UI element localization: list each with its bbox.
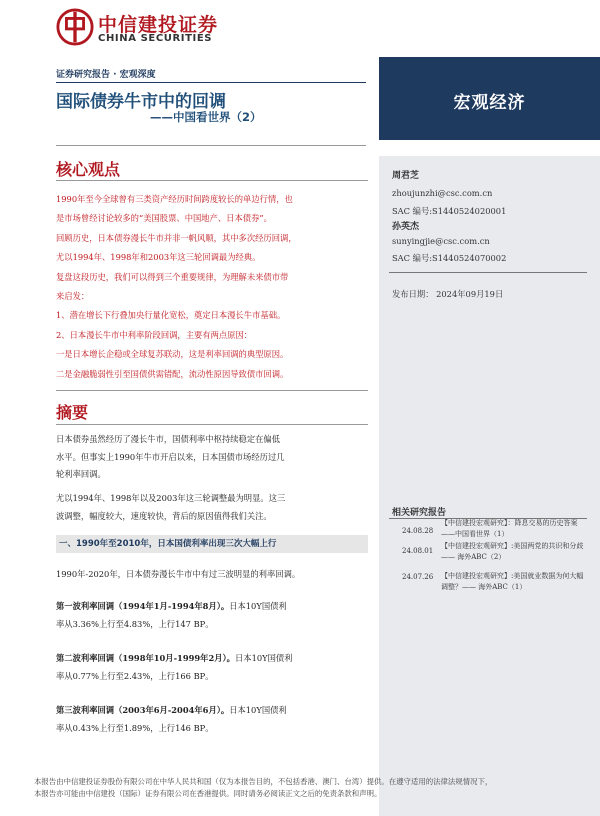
author-name: 周君芝 [392,171,420,181]
rate-round-3 [56,702,368,737]
abstract-divider [56,424,368,425]
sidebar-divider [389,272,587,273]
round-title: 第三波利率回调（2003年6月-2004年6月）。 [56,705,230,715]
core-line: 二是金融脆弱性引至国债供需错配，流动性原因导致债市回调。 [56,368,289,379]
logo-text-cn: 中信建投证券 [98,14,219,36]
round-text-line2: 率从0.77%上行至2.43%，上行166 BP。 [56,670,214,681]
core-line: 1990年至今全球曾有三类资产经历时间跨度较长的单边行情，也 [56,194,293,204]
abstract-paragraph-3: 1990年-2020年，日本债券漫长牛市中有过三波明显的利率回调。 [56,569,301,579]
round-text-line2: 率从0.43%上行至1.89%，上行146 BP。 [56,722,214,733]
core-line: 是市场曾经讨论较多的“美国股票、中国地产、日本债券”。 [56,213,272,224]
core-line: 来启发： [56,291,90,302]
author-email: sunyingjie@csc.com.cn [392,236,490,246]
round-text: 日本10Y国债利 [229,601,287,611]
logo-text-en: CHINA SECURITIES [98,33,213,44]
related-research-heading: 相关研究报告 [392,508,447,518]
rate-round-2 [56,650,368,685]
core-line: 复盘这段历史，我们可以得到三个重要规律，为理解未来债市带 [56,271,289,282]
title-bottom-divider [56,145,366,146]
author-sac: SAC 编号:S1440524020001 [392,206,507,216]
related-item-date: 24.08.28 [402,527,434,535]
round-text: 日本10Y国债利 [229,705,287,715]
paragraph-line: 轮利率回调。 [56,469,106,479]
core-line: 回顾历史，日本债券漫长牛市并非一帆风顺，其中多次经历回调， [56,232,297,243]
core-view-bottom-divider [56,390,368,391]
round-text: 日本10Y国债利 [234,653,293,663]
related-item-title[interactable]: 【中信建投宏观研究】:美国就业数据为何大幅调整？—— 海外ABC（1） [441,572,584,591]
core-view-body [56,190,368,384]
publish-date: 发布日期： 2024年09月19日 [392,289,504,299]
core-line: 2、日本漫长牛市中利率阶段回调，主要有两点原因： [56,329,253,340]
paragraph-line: 日本债券虽然经历了漫长牛市，国债利率中枢持续稳定在偏低 [56,434,281,444]
report-type: 证券研究报告 · 宏观深度 [56,70,156,80]
core-line: 尤以1994年、1998年和2003年这三轮回调最为经典。 [56,252,261,263]
paragraph-line: 波调整，幅度较大，速度较快，背后的原因值得我们关注。 [56,510,272,521]
abstract-paragraph-2 [56,490,368,525]
author-sac: SAC 编号:S1440524070002 [392,253,507,263]
rate-round-1 [56,598,368,633]
paragraph-line: 水平。但事实上1990年牛市开启以来，日本国债市场经历过几 [56,451,285,462]
core-line: 1、潜在增长下行叠加央行量化宽松，奠定日本漫长牛市基础。 [56,310,286,321]
title-divider [56,82,366,83]
section-title-bar: 一、1990年至2010年，日本国债利率出现三次大幅上行 [56,535,368,553]
round-text-line2: 率从3.36%上行至4.83%，上行147 BP。 [56,618,214,629]
paragraph-line: 尤以1994年、1998年以及2003年这三轮调整最为明显。这三 [56,493,286,503]
disclaimer-footer [34,776,600,800]
abstract-heading: 摘要 [56,403,89,422]
related-item-title[interactable]: 【中信建投宏观研究】：降息交易的历史答案——中国看世界（1） [441,519,578,538]
disclaimer-line: 本报告亦可能由中信建投（国际）证券有限公司在香港提供。同时请务必阅读正文之后的免责条款和声明。 [34,789,382,798]
related-item-date: 24.07.26 [402,573,434,581]
author-name: 孙英杰 [392,222,420,232]
related-item-date: 24.08.01 [402,547,434,555]
page-title: 国际债券牛市中的回调 [56,92,226,112]
round-title: 第二波利率回调（1998年10月-1999年2月）。 [56,653,235,663]
core-line: 一是日本增长企稳或全球复苏联动，这是利率回调的典型原因。 [56,349,289,360]
related-item-title[interactable]: 【中信建投宏观研究】:美国两党的共识和分歧—— 海外ABC（2） [441,542,584,561]
core-view-divider [56,180,368,181]
category-label: 宏观经济 [453,93,526,113]
core-view-heading: 核心观点 [56,160,121,179]
disclaimer-line: 本报告由中信建投证券股份有限公司在中华人民共和国（仅为本报告目的，不包括香港、澳门、台湾）提供。在遵守适用的法律法规情况下， [34,777,493,786]
abstract-paragraph-1 [56,431,368,484]
round-title: 第一波利率回调（1994年1月-1994年8月）。 [56,601,230,611]
page-subtitle: ——中国看世界（2） [150,110,262,124]
china-securities-logo-icon [56,8,94,46]
author-email: zhoujunzhi@csc.com.cn [392,188,493,198]
